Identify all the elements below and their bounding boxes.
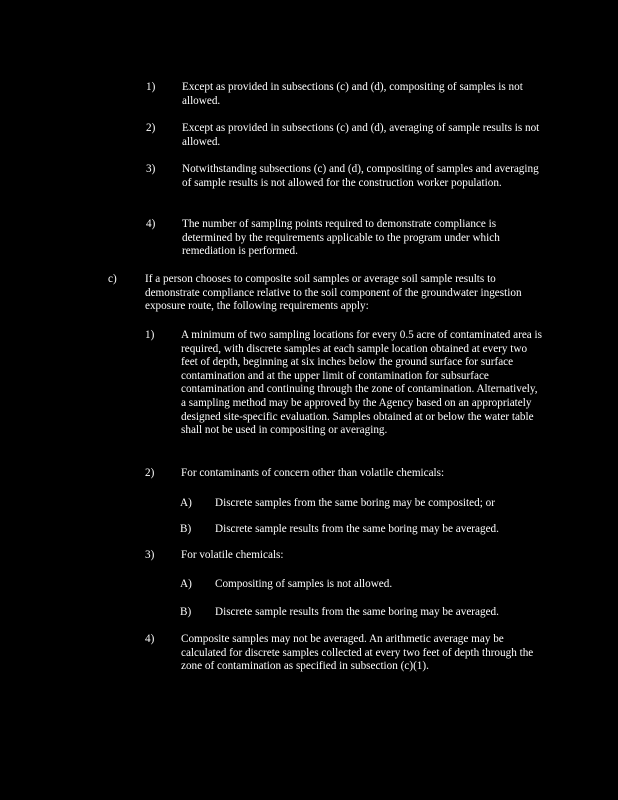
item-text: Discrete sample results from the same boring may be averaged. — [215, 606, 499, 618]
subsection-c-item-3-B — [180, 606, 540, 620]
item-letter: B) — [180, 523, 192, 535]
item-text: Discrete samples from the same boring may be composited; or — [215, 497, 495, 509]
list-item-4 — [146, 218, 546, 259]
item-text: Except as provided in subsections (c) and (d), compositing of samples is not allowed. — [182, 81, 523, 107]
item-text: Except as provided in subsections (c) and (d), averaging of sample results is not allowed. — [182, 122, 540, 148]
item-text: The number of sampling points required to demonstrate compliance is determined by the requirements applicable to the program under which remediation is performed. — [182, 218, 500, 258]
list-item-1 — [146, 81, 546, 108]
item-number: 1) — [145, 329, 155, 341]
subsection-label: c) — [108, 273, 117, 285]
item-text: For volatile chemicals: — [181, 549, 284, 561]
subsection-c-item-1 — [145, 329, 545, 438]
item-number: 1) — [146, 81, 156, 93]
subsection-c-item-3-A — [180, 578, 540, 592]
list-item-2 — [146, 122, 546, 149]
item-text: For contaminants of concern other than volatile chemicals: — [181, 467, 445, 479]
item-number: 2) — [145, 467, 155, 479]
subsection-c-item-2 — [145, 467, 545, 481]
item-text: Compositing of samples is not allowed. — [215, 578, 393, 590]
item-text: Notwithstanding subsections (c) and (d), compositing of samples and averaging of sample results is not allowed for the construction worker population. — [182, 163, 539, 189]
list-item-3 — [146, 163, 546, 190]
subsection-c-item-2-A — [180, 497, 540, 511]
subsection-c — [108, 273, 546, 314]
item-letter: A) — [180, 497, 192, 509]
item-number: 3) — [146, 163, 156, 175]
subsection-c-item-2-B — [180, 523, 540, 537]
item-text: Discrete sample results from the same boring may be averaged. — [215, 523, 499, 535]
subsection-text: If a person chooses to composite soil samples or average soil sample results to demonstrate compliance relative to the soil component of the groundwater ingestion exposure route, the following requirements apply: — [145, 273, 522, 313]
item-number: 2) — [146, 122, 156, 134]
subsection-c-item-3 — [145, 549, 545, 563]
item-text: A minimum of two sampling locations for every 0.5 acre of contaminated area is required, with discrete samples at each sample location obtained at every two feet of depth, beginning at six inches below the ground surface for surface contamination and at the upper limit of contamination for subsurface contamination and continuing through the zone of contamination. Alternatively, a sampling method may be approved by the Agency based on an appropriately designed site-specific evaluation. Samples obtained at or below the water table shall not be used in compositing or averaging. — [181, 329, 543, 437]
item-number: 4) — [146, 218, 156, 230]
item-text: Composite samples may not be averaged. An arithmetic average may be calculated for discrete samples collected at every two feet of depth through the zone of contamination as specified in subsection (c)(1). — [181, 633, 534, 673]
item-letter: B) — [180, 606, 192, 618]
item-letter: A) — [180, 578, 192, 590]
item-number: 4) — [145, 633, 155, 645]
subsection-c-item-4 — [145, 633, 545, 674]
item-number: 3) — [145, 549, 155, 561]
